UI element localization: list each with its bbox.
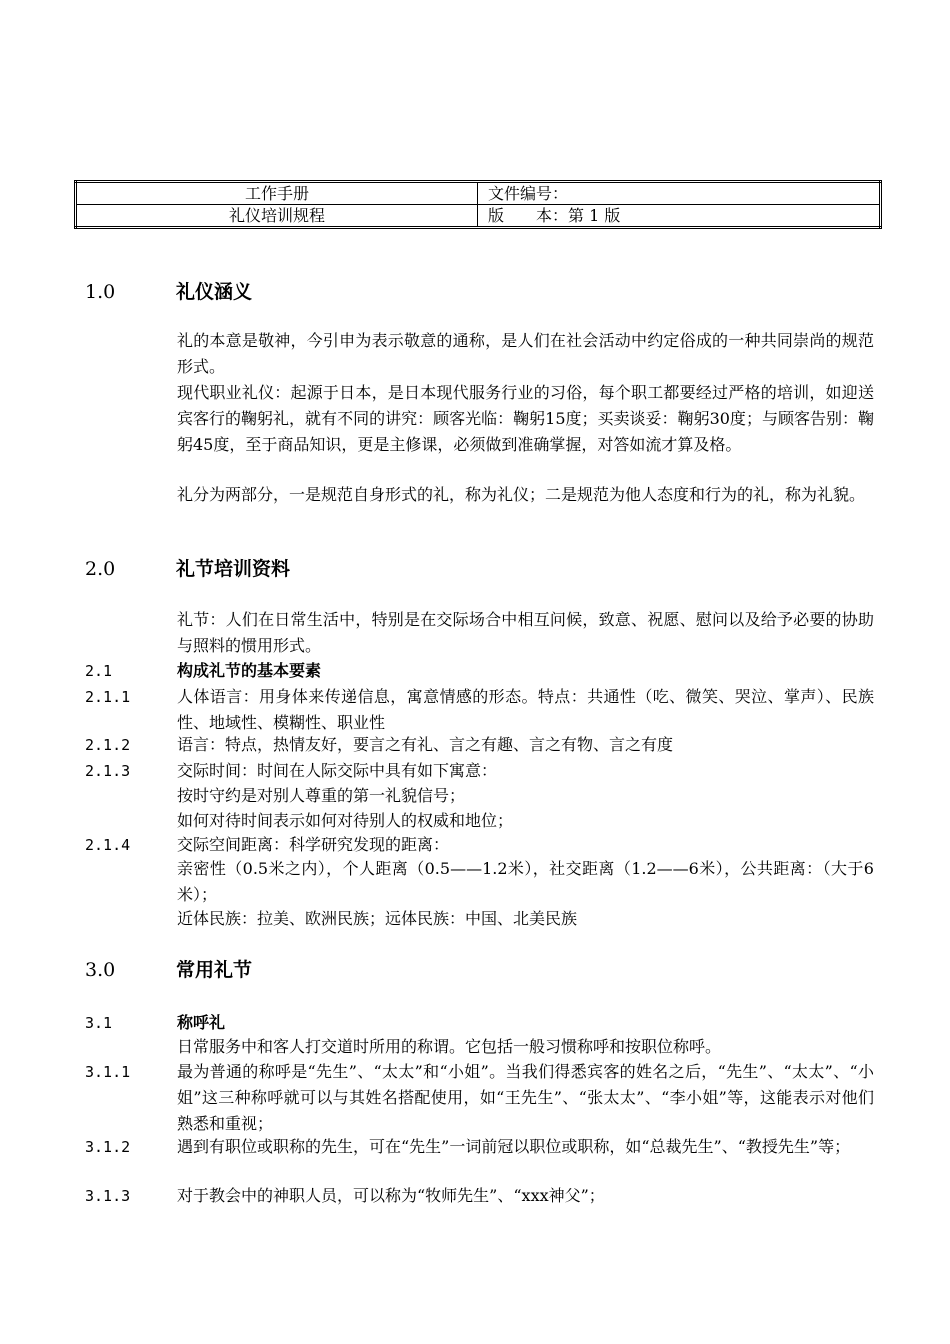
- item-number: 2.1.4: [85, 836, 131, 854]
- paragraph: 礼的本意是敬神，今引申为表示敬意的通称，是人们在社会活动中约定俗成的一种共同崇尚的规范形式。: [177, 331, 874, 376]
- document-title-cell: 礼仪培训规程: [76, 205, 478, 228]
- list-item-text: 交际空间距离：科学研究发现的距离：: [177, 835, 450, 854]
- list-item-text: 人体语言：用身体来传递信息，寓意情感的形态。特点：共通性（吃、微笑、哭泣、掌声）、民族性、地域性、模糊性、职业性: [177, 687, 874, 732]
- list-item-text: 如何对待时间表示如何对待别人的权威和地位；: [177, 811, 514, 830]
- section-3-heading: [85, 958, 252, 982]
- section-title: 礼节培训资料: [176, 558, 291, 580]
- item-number: 2.1.3: [85, 762, 131, 780]
- header-row: [76, 182, 881, 205]
- subsection-number: 3.1: [85, 1014, 113, 1032]
- section-number: 1.0: [85, 281, 116, 303]
- item-number: 3.1.1: [85, 1063, 131, 1081]
- manual-type-cell: 工作手册: [76, 182, 478, 205]
- item-number: 2.1.2: [85, 736, 131, 754]
- subsection-title: 称呼礼: [177, 1013, 226, 1032]
- list-item-text: 对于教会中的神职人员，可以称为“牧师先生”、“xxx神父”；: [177, 1186, 605, 1205]
- paragraph: 日常服务中和客人打交道时所用的称谓。它包括一般习惯称呼和按职位称呼。: [177, 1037, 722, 1056]
- subsection-title: 构成礼节的基本要素: [177, 661, 322, 680]
- section-number: 2.0: [85, 558, 116, 580]
- subsection-number: 2.1: [85, 662, 113, 680]
- list-item-text: 语言：特点，热情友好，要言之有礼、言之有趣、言之有物、言之有度: [177, 735, 674, 754]
- header-row: [76, 205, 881, 228]
- file-number-cell: 文件编号：: [478, 182, 881, 205]
- paragraph: 现代职业礼仪：起源于日本，是日本现代服务行业的习俗，每个职工都要经过严格的培训，如迎送宾客行的鞠躬礼，就有不同的讲究：顾客光临：鞠躬15度；买卖谈妥：鞠躬30度；与顾客告别：鞠躬45度，至于商品知识，更是主修课，必须做到准确掌握，对答如流才算及格。: [177, 383, 874, 454]
- list-item-text: 遇到有职位或职称的先生，可在“先生”一词前冠以职位或职称，如“总裁先生”、“教授先生”等；: [177, 1137, 851, 1156]
- paragraph: 礼节：人们在日常生活中，特别是在交际场合中相互问候，致意、祝愿、慰问以及给予必要的协助与照料的惯用形式。: [177, 610, 874, 655]
- list-item-text: 按时守约是对别人尊重的第一礼貌信号；: [177, 786, 466, 805]
- section-number: 3.0: [85, 959, 116, 981]
- item-number: 3.1.3: [85, 1187, 131, 1205]
- section-title: 礼仪涵义: [176, 281, 253, 303]
- section-1-heading: [85, 280, 252, 304]
- paragraph: 礼分为两部分，一是规范自身形式的礼，称为礼仪；二是规范为他人态度和行为的礼，称为礼貌。: [177, 485, 866, 504]
- list-item-text: 近体民族：拉美、欧洲民族；远体民族：中国、北美民族: [177, 909, 578, 928]
- item-number: 2.1.1: [85, 688, 131, 706]
- section-2-heading: [85, 557, 290, 581]
- list-item-text: 亲密性（0.5米之内），个人距离（0.5——1.2米），社交距离（1.2——6米），公共距离：（大于6米）；: [177, 859, 874, 904]
- version-cell: 版 本：第 1 版: [478, 205, 881, 228]
- section-title: 常用礼节: [176, 959, 253, 981]
- item-number: 3.1.2: [85, 1138, 131, 1156]
- document-header-table: [74, 180, 882, 229]
- list-item-text: 交际时间：时间在人际交际中具有如下寓意：: [177, 761, 498, 780]
- list-item-text: 最为普通的称呼是“先生”、“太太”和“小姐”。当我们得悉宾客的姓名之后，“先生”、“太太”、“小姐”这三种称呼就可以与其姓名搭配使用，如“王先生”、“张太太”、“李小姐”等，这能表示对他们熟悉和重视；: [177, 1062, 874, 1133]
